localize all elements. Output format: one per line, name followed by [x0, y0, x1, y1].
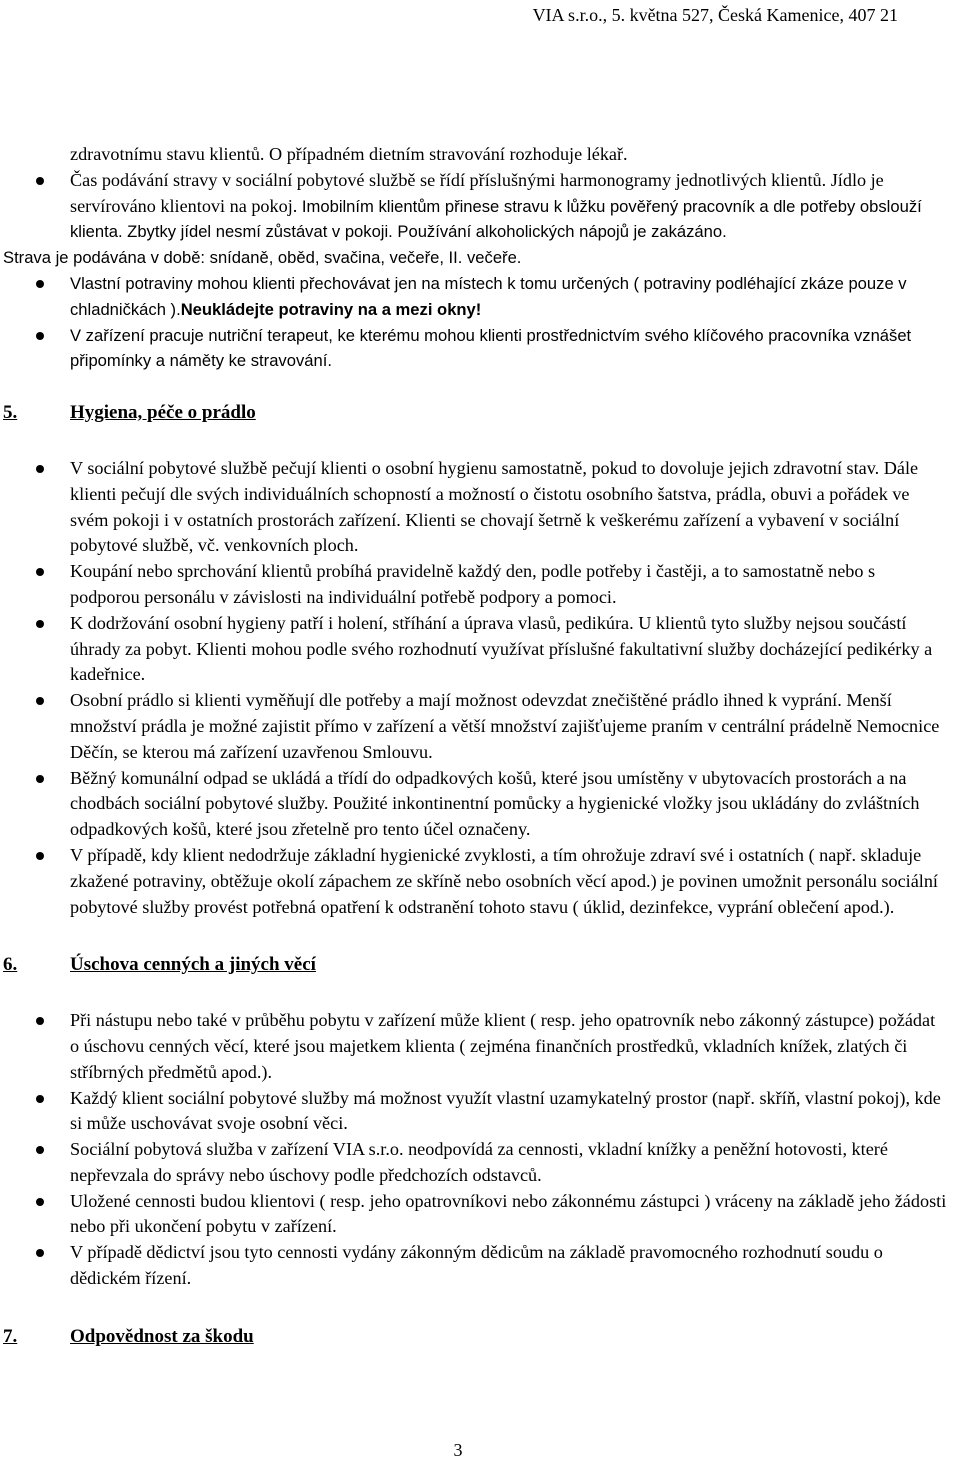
list-item: Běžný komunální odpad se ukládá a třídí do odpadkových košů, které jsou umístěny v ubytovacích prostorách a na chodbách sociální pobytové služby. Použité inkontinentní pomůcky a hygienické vložky jsou ukládány do zvláštních odpadkových košů, které jsou zřetelně pro tento účel označeny.: [0, 766, 948, 843]
food-storage-warning: Neukládejte potraviny na a mezi okny!: [180, 299, 482, 319]
section-6-title: Úschova cenných a jiných věcí: [70, 954, 316, 976]
list-item: Při nástupu nebo také v průběhu pobytu v zařízení může klient ( resp. jeho opatrovník nebo zákonný zástupce) požádat o úschovu cenných věcí, které jsou majetkem klienta ( zejména finančních prostředků, vkladních knížek, zlatých či stříbrných předmětů apod.).: [0, 1008, 948, 1085]
document-body: [0, 142, 948, 1350]
section-6-list: [0, 1008, 948, 1292]
meal-schedule-line: Strava je podávána v době: snídaně, oběd, svačina, večeře, II. večeře.: [3, 248, 522, 268]
list-item: V případě dědictví jsou tyto cennosti vydány zákonným dědicům na základě pravomocného rozhodnutí soudu o dědickém řízení.: [0, 1240, 948, 1292]
list-item: V sociální pobytové službě pečují klienti o osobní hygienu samostatně, pokud to dovoluje jejich zdravotní stav. Dále klienti pečují dle svých individuálních schopností a možností o čistotu osobního šatstva, prádla, obuvi a pořádek ve svém pokoji i v ostatních prostorách zařízení. Klienti se chovají šetrně k veškerému zařízení a vybavení v sociální pobytové službě, vč. venkovních ploch.: [0, 456, 948, 559]
list-item: Každý klient sociální pobytové služby má možnost využít vlastní uzamykatelný prostor (např. skříň, vlastní pokoj), kde si může uschovávat svoje osobní věci.: [0, 1086, 948, 1138]
section-5-title: Hygiena, péče o prádlo: [70, 402, 256, 424]
food-storage-item: [0, 271, 948, 323]
nutrition-therapist-item: V zařízení pracuje nutriční terapeut, ke kterému mohou klienti prostřednictvím svého klíčového pracovníka vznášet připomínky a náměty ke stravování.: [0, 323, 948, 375]
meal-times-text: Čas podávání stravy v sociální pobytové službě se řídí příslušnými harmonogramy jednotlivých klientů. Jídlo je servírováno klientovi na pokoj.: [70, 169, 884, 216]
list-item: Osobní prádlo si klienti vyměňují dle potřeby a mají možnost odevzdat znečištěné prádlo ihned k vyprání. Menší množství prádla je možné zajistit přímo v zařízení a větší množství zajišťujeme praním v centrální prádelně Nemocnice Děčín, se kterou má zařízení uzavřenou Smlouvu.: [0, 688, 948, 765]
meal-service-text: Imobilním klientům přinese stravu k lůžku pověřený pracovník a dle potřeby obslouží klienta. Zbytky jídel nesmí zůstávat v pokoji. Používání alkoholických nápojů je zakázáno.: [70, 196, 922, 242]
section-5-list: [0, 456, 948, 920]
section-6-number: 6.: [3, 954, 18, 976]
section-7-heading: [0, 1324, 948, 1350]
section-7-number: 7.: [3, 1325, 18, 1347]
list-item: V případě, kdy klient nedodržuje základní hygienické zvyklosti, a tím ohrožuje zdraví své i ostatních ( např. skladuje zkažené potraviny, obtěžuje okolí zápachem ze skříně nebo osobních věcí apod.) je povinen umožnit personálu sociální pobytové služby provést potřebná opatření k odstranění tohoto stavu ( úklid, dezinfekce, vyprání oblečení apod.).: [0, 843, 948, 920]
list-item: Uložené cennosti budou klientovi ( resp. jeho opatrovníkovi nebo zákonnému zástupci ) vráceny na základě jeho žádosti nebo při ukončení pobytu v zařízení.: [0, 1189, 948, 1241]
page-number: 3: [453, 1440, 463, 1460]
section-6-heading: [0, 952, 948, 978]
page-header: VIA s.r.o., 5. května 527, Česká Kamenice, 407 21: [532, 5, 898, 25]
intro-line: zdravotnímu stavu klientů. O případném dietním stravování rozhoduje lékař.: [70, 144, 628, 164]
section-7-title: Odpovědnost za škodu: [70, 1325, 254, 1347]
list-item: Koupání nebo sprchování klientů probíhá pravidelně každý den, podle potřeby i častěji, a to samostatně nebo s podporou personálu v závislosti na individuální potřebě podpory a pomoci.: [0, 559, 948, 611]
section-5-number: 5.: [3, 402, 18, 424]
meal-times-item: [0, 168, 948, 245]
list-item: Sociální pobytová služba v zařízení VIA s.r.o. neodpovídá za cennosti, vkladní knížky a peněžní hotovosti, které nepřevzala do správy nebo úschovy podle předchozích odstavců.: [0, 1137, 948, 1189]
list-item: K dodržování osobní hygieny patří i holení, stříhání a úprava vlasů, pedikúra. U klientů tyto služby nejsou součástí úhrady za pobyt. Klienti mohou podle svého rozhodnutí využívat příslušné fakultativní služby docházející pedikérky a kadeřnice.: [0, 611, 948, 688]
food-storage-text: Vlastní potraviny mohou klienti přechovávat jen na místech k tomu určených ( potraviny podléhající zkáze pouze v chladničkách ).: [70, 273, 907, 319]
section-5-heading: [0, 400, 948, 426]
